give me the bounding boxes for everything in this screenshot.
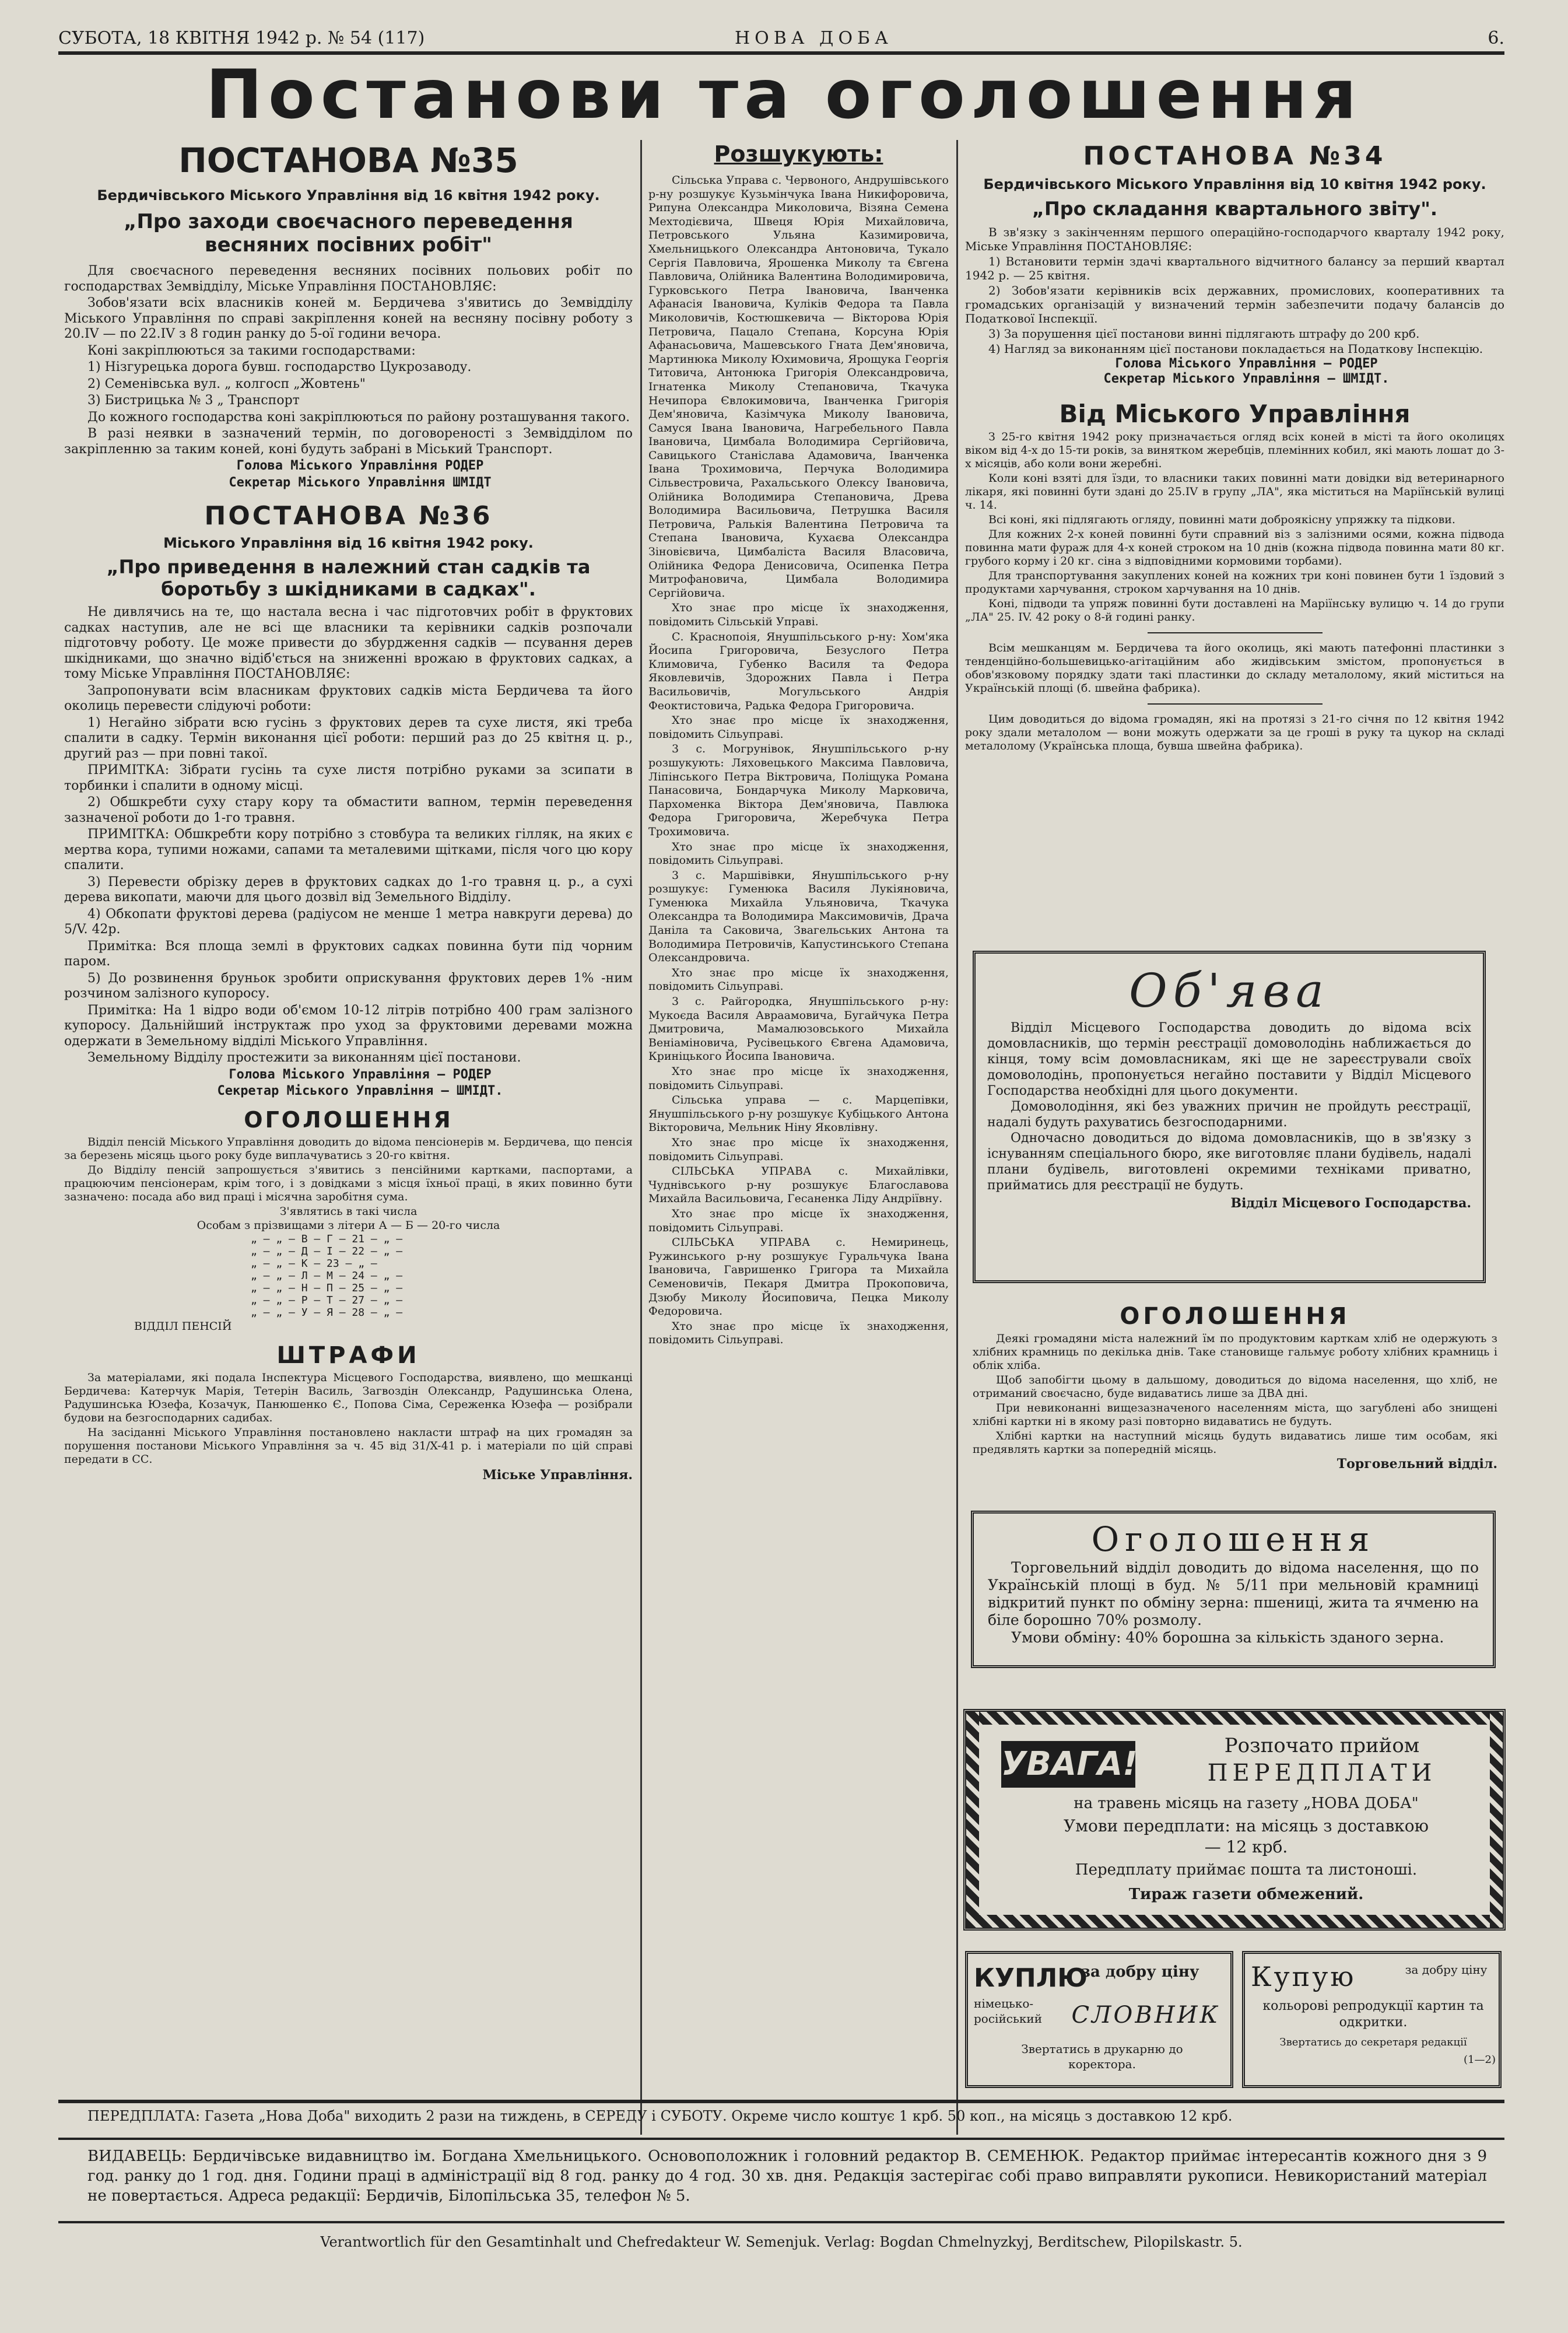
wanted-title: Розшукують:	[714, 141, 883, 167]
trade-department-sign: Торговельний відділ.	[1337, 1456, 1497, 1472]
page-number: 6.	[1488, 28, 1504, 48]
separator	[1148, 632, 1323, 633]
paragraph: Відділ пенсій Міського Управління доводить до відома пенсіонерів м. Бердичева, що пенсія за березень місяць цього року буде виплачуватись з 20-го квітня.	[64, 1135, 633, 1162]
subscription-line-6: Тираж газети обмежений.	[1128, 1886, 1364, 1903]
schedule-row: „ — „ — В — Г — 21 — „ —	[251, 1232, 403, 1245]
paragraph: Для кожних 2-х коней повинні бути справний віз з залізними осями, кожна підвода повинна мати фураж для 4-х коней строком на 10 днів (кожна підвода повинна мати 80 кг. грубого корму і 20 кг. сіна з відповідними кормовими торбами).	[965, 528, 1504, 568]
decorative-border-right	[1490, 1712, 1503, 1928]
paragraph: 2) Семенівська вул. „ колгосп „Жовтень"	[87, 376, 366, 391]
german-imprint: Verantwortlich für den Gesamtinhalt und Chefredakteur W. Semenjuk. Verlag: Bogdan Chmelnyzkyj, Berditschew, Pilopilskastr. 5.	[320, 2234, 1243, 2250]
wanted-footer: Хто знає про місце їх знаходження, повідомить Сільуправі.	[648, 714, 949, 741]
paragraph: 3) Перевести обрізку дерев в фруктових садках до 1-го травня ц. р., а сухі дерева викопати, маючи для цього дозвіл від Земельного Відділу.	[64, 874, 633, 905]
buy-title: КУПЛЮ	[974, 1963, 1088, 1993]
column-1	[64, 140, 633, 1484]
resolution-36-title: ПОСТАНОВА №36	[204, 501, 493, 531]
paragraph: 1) Встановити термін здачі квартального відчитного балансу за перший квартал 1942 р. — 25 квітня.	[965, 254, 1504, 282]
attention-badge: УВАГА!	[1001, 1741, 1135, 1788]
paragraph: Умови обміну: 40% борошна за кількість зданого зерна.	[1011, 1629, 1444, 1646]
resolution-34-subtitle: Бердичівського Міського Управління від 10 квітня 1942 року.	[983, 176, 1486, 192]
paragraph: Торговельний відділ доводить до відома населення, що по Українській площі в буд. № 5/11 при мельновій крамниці відкритий пункт по обміну зерна: пшениці, жита та ячменю на біле борошно 70% розмолу.	[988, 1559, 1479, 1628]
paragraph: Деякі громадяни міста належний їм по продуктовим карткам хліб не одержують з хлібних крамниць по декілька днів. Таке становище гальмує роботу хлібних крамниць і облік хліба.	[973, 1332, 1497, 1372]
resolution-34-topic: „Про складання квартального звіту".	[1032, 198, 1438, 220]
wanted-notice: Сільська Управа с. Червоного, Андрушівського р-ну розшукує Кузьмінчука Івана Никифоровича, Рипуна Олександра Миколовича, Візяна Семена Мехтодієвича, Швеця Юрія Михайловича, Петровського Ульяна Казимировича, Хмельницького Олександра Антоновича, Тукало Сергія Павловича, Ярошенка Миколу та Євгена Павловича, Олійника Валентина Володимировича, Гурковського Петра Івановича, Іванченка Афанасія Івановича, Куліків Федора та Павла Миколовичів, Костюшкевича — Вікторова Юрія Петровича, Пацало Степана, Корсуна Юрія Афанасьовича, Машевського Гната Дем'яновича, Мартинюка Миколу Юхимовича, Ярощука Георгія Титовича, Антонюка Григорія Олександровича, Ігнатенка Миколу Степановича, Ткачука Нечипора Євлокимовича, Іванченка Григорія Дем'яновича, Казімчука Миколу Івановича, Самуся Івана Івановича, Нагребельного Павла Івановича, Цимбала Володимира Сергійовича, Савицького Станіслава Адамовича, Іванченка Івана Трохимовича, Перчука Володимира Сільвестровича, Рахальського Олексу Івановича, Олійника Володимира Степановича, Древа Володимира Васильовича, Петрушка Василя Петровича, Ралькія Валентина Петровича та Степана Івановича, Кухаєва Олександра Зіновієвича, Цимбаліста Василя Власовича, Олійника Федора Денисовича, Осипенка Петра Митрофановича, Цимбала Володимира Сергійовича.	[648, 174, 949, 600]
buy-reproductions-box	[1242, 1951, 1502, 2088]
schedule-subtitle: Особам з прізвищами з літери А — Б — 20-го числа	[197, 1218, 500, 1232]
wanted-notice: 3 с. Маршівівки, Янушпільського р-ну розшукує: Гуменюка Василя Лукіяновича, Гуменюка Михайла Ульяновича, Ткачука Олександра та Володимира Максимовичів, Драча Даніла та Саковича, Звагельських Антона та Володимира Петровичів, Капустинського Степана Олександровича.	[648, 868, 949, 965]
subscription-line-3: на травень місяць на газету „НОВА ДОБА"	[1074, 1795, 1419, 1812]
buy2-line-1: за добру ціну	[1405, 1963, 1488, 1977]
resolution-35-topic: „Про заходи своєчасного переведення весняних посівних робіт"	[124, 210, 573, 257]
issue-date: СУБОТА, 18 КВІТНЯ 1942 р. № 54 (117)	[58, 28, 425, 48]
header-rule	[58, 51, 1504, 55]
grain-exchange-title: Оголошення	[1091, 1519, 1376, 1559]
paragraph: В разі неявки в зазначений термін, по договореності з Земвідділом по закріпленню за таким коней, коні будуть забрані в Міський Транспорт.	[64, 426, 633, 457]
schedule-row: „ — „ — Д — І — 22 — „ —	[251, 1245, 403, 1257]
decorative-border-left	[966, 1712, 979, 1928]
signature-head: Голова Міського Управління — РОДЕР	[1115, 356, 1378, 371]
buy2-line-3: Звертатись до секретаря редакції	[1279, 2036, 1467, 2048]
paragraph: Всім мешканцям м. Бердичева та його околиць, які мають патефонні пластинки з тенденційно-большевицько-агітаційним або жидівським змістом, пропонується в обов'язковому порядку здати такі пластинки до складу металолому, який міститься на Українській площі (б. швейна фабрика).	[965, 642, 1504, 695]
resolution-34-title: ПОСТАНОВА №34	[1083, 141, 1387, 171]
paragraph: 4) Нагляд за виконанням цієї постанови покладається на Податкову Інспекцію.	[988, 342, 1483, 356]
wanted-footer: Хто знає про місце їх знаходження, повідомить Сільській Управі.	[648, 601, 949, 628]
paragraph: Запропонувати всім власникам фруктових садків міста Бердичева та його околиць перевести слідуючі роботи:	[64, 683, 633, 713]
fines-title: ШТРАФИ	[276, 1342, 420, 1369]
footer-rule	[58, 2138, 1504, 2140]
schedule-row: „ — „ — Л — М — 24 — „ —	[251, 1269, 403, 1282]
subscription-line-4: Умови передплати: на місяць з доставкою — 12 крб.	[1064, 1816, 1429, 1856]
buy-line-4: Звертатись в друкарню до коректора.	[1021, 2042, 1183, 2071]
subscription-line-2: ПЕРЕДПЛАТИ	[1207, 1760, 1437, 1786]
bread-announcement-title: ОГОЛОШЕННЯ	[1120, 1303, 1350, 1330]
wanted-notice: 3 с. Райгородка, Янушпільського р-ну: Мукоєда Василя Авраамовича, Бугайчука Петра Дмитровича, Мамалюзовського Михайла Веніаміновича, Русівецького Євгена Адамовича, Криніцького Йосипа Івановича.	[648, 995, 949, 1063]
bread-announcement	[973, 1301, 1497, 1472]
paragraph: Примітка: Вся площа землі в фруктових садках повинна бути під чорним паром.	[64, 938, 633, 969]
paragraph: Цим доводиться до відома громадян, які на протязі з 21-го січня по 12 квітня 1942 року здали металолом — вони можуть одержати за це гроші в руку та цукор на складі металолому (Українська площа, бувша швейна фабрика).	[965, 713, 1504, 752]
paragraph: Коні, підводи та упряж повинні бути доставлені на Маріїнську вулицю ч. 14 до групи „ЛА" 25. IV. 42 року о 8-й годині ранку.	[965, 597, 1504, 623]
paragraph: Земельному Відділу простежити за виконанням цієї постанови.	[87, 1050, 521, 1065]
paragraph: 1) Нізгурецька дорога бувш. господарство Цукрозаводу.	[87, 360, 472, 374]
paragraph: З 25-го квітня 1942 року призначається огляд всіх коней в місті та його околицях віком від 4-х до 15-ти років, за винятком жеребців, племінних кобил, які мають лошат до 3-х місяців, або коли вони жеребні.	[965, 430, 1504, 470]
schedule-title: З'являтись в такі числа	[279, 1204, 418, 1218]
schedule-row: „ — „ — Р — Т — 27 — „ —	[251, 1294, 403, 1306]
paragraph: 2) Обшкребти суху стару кору та обмастити вапном, термін переведення зазначеної роботи до 1-го травня.	[64, 795, 633, 825]
signature-secretary: Секретар Міського Управління ШМІДТ	[229, 475, 492, 490]
resolution-35-subtitle: Бердичівського Міського Управління від 16 квітня 1942 року.	[97, 187, 600, 204]
paragraph: 1) Негайно зібрати всю гусінь з фруктових дерев та сухе листя, які треба спалити в садку. Термін виконання цієї роботи: перший раз до 25 квітня ц. р., другий раз — при повні такої.	[64, 715, 633, 761]
footer-rule	[58, 2100, 1504, 2103]
paragraph: 5) До розвинення бруньок зробити оприскування фруктових дерев 1% -ним розчином залізного купоросу.	[64, 971, 633, 1001]
publisher-info: ВИДАВЕЦЬ: Бердичівське видавництво ім. Богдана Хмельницького. Основоположник і головний редактор В. СЕМЕНЮК. Редактор приймає інтересантів кожного дня з 9 год. ранку до 1 год. дня. Години праці в адміністрації від 8 год. ранку до 4 год. 30 хв. дня. Редакція застерігає собі право виправляти рукописи. Невикористаний матеріал не повертається. Адреса редакції: Бердичів, Білопільська 35, телефон № 5.	[87, 2148, 1487, 2205]
paragraph: Одночасно доводиться до відома домовласників, що в зв'язку з існуванням спеціального бюро, яке виготовляє плани будівель, надалі плани будівель, виготовлені окремими техніками приватно, прийматись для реєстрації не будуть.	[987, 1131, 1471, 1193]
paragraph: Хлібні картки на наступний місяць будуть видаватись лише тим особам, які предявлять картки за попередній місяць.	[973, 1430, 1497, 1456]
paragraph: Коли коні взяті для їзди, то власники таких повинні мати довідки від ветеринарного лікаря, які повинні бути здані до 25.IV в групу „ЛА", яка міститься на Маріїнській вулиці ч. 14.	[965, 472, 1504, 512]
schedule-row: „ — „ — К — 23 — „ —	[251, 1257, 377, 1270]
resolution-35-title: ПОСТАНОВА №35	[178, 141, 518, 180]
schedule-row: „ — „ — Н — П — 25 — „ —	[251, 1281, 403, 1294]
resolution-36-subtitle: Міського Управління від 16 квітня 1942 року.	[163, 535, 534, 551]
paragraph: Для транспортування закуплених коней на кожних три коні повинен бути 1 їздовий з продуктами харчування, строком харчування на 10 днів.	[965, 569, 1504, 595]
notice-title: Об'ява	[1129, 964, 1330, 1018]
wanted-footer: Хто знає про місце їх знаходження, повідомить Сільуправі.	[648, 1207, 949, 1234]
paragraph: Не дивлячись на те, що настала весна і час підготовчих робіт в фруктових садках наступив, але не всі ще власники та керівники садків розпочали підготовчу роботу. Це може привести до збурдження садків — псування дерев шкідниками, що значно відіб'ється на зниженні врожаю в фруктових садках, а тому Міське Управління ПОСТАНОВЛЯЄ:	[64, 605, 633, 681]
local-economy-sign: Відділ Місцевого Господарства.	[1230, 1196, 1471, 1211]
page-title: Постанови та оголошення	[205, 55, 1363, 134]
paragraph: В зв'язку з закінченням першого операційно-господарчого кварталу 1942 року, Міське Управління ПОСТАНОВЛЯЄ:	[965, 225, 1504, 253]
wanted-footer: Хто знає про місце їх знаходження, повідомить Сільуправі.	[648, 1319, 949, 1347]
buy-line-3: СЛОВНИК	[1071, 2002, 1220, 2029]
buy2-line-2: кольорові репродукції картин та одкритки.	[1262, 1999, 1484, 2030]
paragraph: Коні закріплюються за такими господарствами:	[87, 343, 416, 358]
paragraph: ПРИМІТКА: Обшкребти кору потрібно з стовбура та великих гілляк, на яких є мертва кора, тупими ножами, сапами та металевими щітками, після чого цю кору спалити.	[64, 827, 633, 873]
wanted-footer: Хто знає про місце їх знаходження, повідомить Сільуправі.	[648, 1065, 949, 1092]
buy2-line-4: (1—2)	[1464, 2054, 1496, 2066]
column-divider	[640, 140, 642, 2135]
paragraph: 3) Бистрицька № 3 „ Транспорт	[87, 393, 300, 408]
grain-exchange-box	[971, 1511, 1496, 1668]
buy2-title: Купую	[1251, 1961, 1356, 1992]
buy-dictionary-box	[965, 1951, 1233, 2088]
subscription-line-5: Передплату приймає пошта та листоноші.	[1075, 1861, 1418, 1879]
decorative-border-top	[966, 1712, 1503, 1725]
paragraph: Всі коні, які підлягають огляду, повинні мати доброякісну упряжку та підкови.	[988, 513, 1455, 526]
wanted-notice: СІЛЬСЬКА УПРАВА с. Михайлівки, Чуднівського р-ну розшукує Благославова Михайла Васильовича, Гесаненка Ліду Андріївну.	[648, 1165, 949, 1206]
wanted-footer: Хто знає про місце їх знаходження, повідомить Сільуправі.	[648, 1136, 949, 1163]
paragraph: На засіданні Міського Управління постановлено накласти штраф на цих громадян за порушення постанови Міського Управління за ч. 45 від 31/X-41 р. і матеріали по цій справі передати в СС.	[64, 1426, 633, 1466]
wanted-notice: 3 с. Могрунівок, Янушпільського р-ну розшукують: Ляховецького Максима Павловича, Ліпінського Петра Віктровича, Поліщука Романа Панасовича, Бондарчука Миколу Марковича, Пархоменка Віктора Дем'яновича, Павлюка Федора Григоровича, Жеребчука Петра Трохимовича.	[648, 742, 949, 838]
column-divider	[956, 140, 958, 2135]
subscription-info: ПЕРЕДПЛАТА: Газета „Нова Доба" виходить 2 рази на тиждень, в СЕРЕДУ і СУБОТУ. Окреме число коштує 1 крб. 50 коп., на місяць з доставкою 12 крб.	[87, 2108, 1233, 2124]
wanted-footer: Хто знає про місце їх знаходження, повідомить Сільуправі.	[648, 966, 949, 993]
signature-head: Голова Міського Управління — РОДЕР	[229, 1067, 492, 1082]
decorative-border-bottom	[966, 1915, 1503, 1928]
wanted-notice: Сільська управа — с. Марцепівки, Янушпільського р-ну розшукує Кубіцького Антона Вікторовича, Мельник Ніну Яковлівну.	[648, 1094, 949, 1134]
schedule-list	[251, 1233, 633, 1319]
signature-secretary: Секретар Міського Управління — ШМІДТ.	[217, 1084, 503, 1098]
pensions-announcement-title: ОГОЛОШЕННЯ	[244, 1106, 453, 1133]
column-2	[648, 140, 949, 1348]
pensions-department-sign: ВІДДІЛ ПЕНСІЙ	[134, 1319, 232, 1333]
paragraph: Для своєчасного переведення весняних посівних польових робіт по господарствах Земвідділу, Міське Управління ПОСТАНОВЛЯЄ:	[64, 264, 633, 294]
wanted-notice: СІЛЬСЬКА УПРАВА с. Немиринець, Ружинського р-ну розшукує Гуральчука Івана Івановича, Гавришенко Григора та Михайла Семеновичів, Пекаря Дмитра Прокоповича, Дзюбу Миколу Йосиповича, Пецка Миколу Федоровича.	[648, 1236, 949, 1318]
paragraph: До Відділу пенсій запрошується з'явитись з пенсійними картками, паспортами, а працюючим пенсіонерам, крім того, і з довідками з місця їхньої праці, в яких повинно бути зазначено: посада або вид праці і місячна заробітня сума.	[64, 1163, 633, 1203]
subscription-box	[963, 1709, 1506, 1931]
city-administration-sign: Міське Управління.	[482, 1467, 633, 1483]
paragraph: До кожного господарства коні закріплюються по району розташування такого.	[87, 409, 630, 425]
signature-head: Голова Міського Управління РОДЕР	[236, 458, 484, 473]
paragraph: За матеріалами, які подала Інспектура Місцевого Господарства, виявлено, що мешканці Бердичева: Катерчук Марія, Тетерін Василь, Загвоздін Олександр, Радушинська Олена, Радушинська Юзефа, Козачук, Панюшенко Є., Попова Сіма, Сереженка Юзефа — розібрали будови на безгосподарних садибах.	[64, 1371, 633, 1424]
paragraph: Примітка: На 1 відро води об'ємом 10-12 літрів потрібно 400 грам залізного купоросу. Дальнійший інструктаж про уход за фруктовими деревами можна одержати в Земельному відділі Міського Управління.	[64, 1003, 633, 1049]
notice-box	[973, 951, 1486, 1283]
resolution-36-topic: „Про приведення в належний стан садків та боротьбу з шкідниками в садках".	[106, 556, 591, 600]
paragraph: Домоволодіння, які без уважних причин не пройдуть реєстрації, надалі будуть рахуватись безгосподарними.	[987, 1099, 1471, 1130]
paragraph: 3) За порушення цієї постанови винні підлягають штрафу до 200 крб.	[988, 327, 1420, 341]
signature-secretary: Секретар Міського Управління — ШМІДТ.	[1103, 372, 1390, 386]
paragraph: Щоб запобігти цьому в дальшому, доводиться до відома населення, що хліб, не отриманий своєчасно, буде видаватись лише за ДВА дні.	[973, 1374, 1497, 1400]
wanted-footer: Хто знає про місце їх знаходження, повідомить Сільуправі.	[648, 840, 949, 867]
separator	[1148, 703, 1323, 705]
footer-rule	[58, 2221, 1504, 2223]
schedule-row: „ — „ — У — Я — 28 — „ —	[251, 1306, 403, 1319]
city-administration-title: Від Міського Управління	[1059, 400, 1411, 428]
column-3	[965, 140, 1504, 754]
buy-line-2: німецько-російський	[974, 1996, 1043, 2026]
buy-line-1: за добру ціну	[1081, 1963, 1199, 1981]
paragraph: Зобов'язати всіх власників коней м. Бердичева з'явитись до Земвідділу Міського Управління по справі закріплення коней на весняну посівну роботу з 20.IV — по 22.IV з 8 годин ранку до 5-ої години вечора.	[64, 296, 633, 341]
subscription-line-1: Розпочато прийом	[1224, 1734, 1420, 1757]
paragraph: 2) Зобов'язати керівників всіх державних, промислових, кооперативних та громадських організацій у визначений термін забезпечити подачу балансів до Податкової Інспекції.	[965, 283, 1504, 325]
wanted-notice: С. Краснопоія, Янушпільського р-ну: Хом'яка Йосипа Григоровича, Безуслого Петра Климовича, Губенко Василя та Федора Яковлевичів, Здорожних Павла і Петра Васильовичів, Могульського Андрія Феоктистовича, Радька Федора Григоровича.	[648, 630, 949, 712]
paragraph: Відділ Місцевого Господарства доводить до відома всіх домовласників, що термін реєстрації домоволодінь наближається до кінця, тому всім домовласникам, які ще не зареєстрували своїх домоволодінь, пропонується негайно поставити у Відділ Місцевого Господарства необхідні для цього документи.	[987, 1021, 1471, 1098]
newspaper-name: НОВА ДОБА	[735, 28, 893, 48]
paragraph: 4) Обкопати фруктові дерева (радіусом не менше 1 метра навкруги дерева) до 5/V. 42р.	[64, 906, 633, 937]
paragraph: ПРИМІТКА: Зібрати гусінь та сухе листя потрібно руками за зсипати в торбинки і спалити в одному місці.	[64, 763, 633, 793]
paragraph: При невиконанні вищезазначеного населенням міста, що загублені або знищені хлібні картки ні в якому разі повторно видаватись не будуть.	[973, 1402, 1497, 1428]
